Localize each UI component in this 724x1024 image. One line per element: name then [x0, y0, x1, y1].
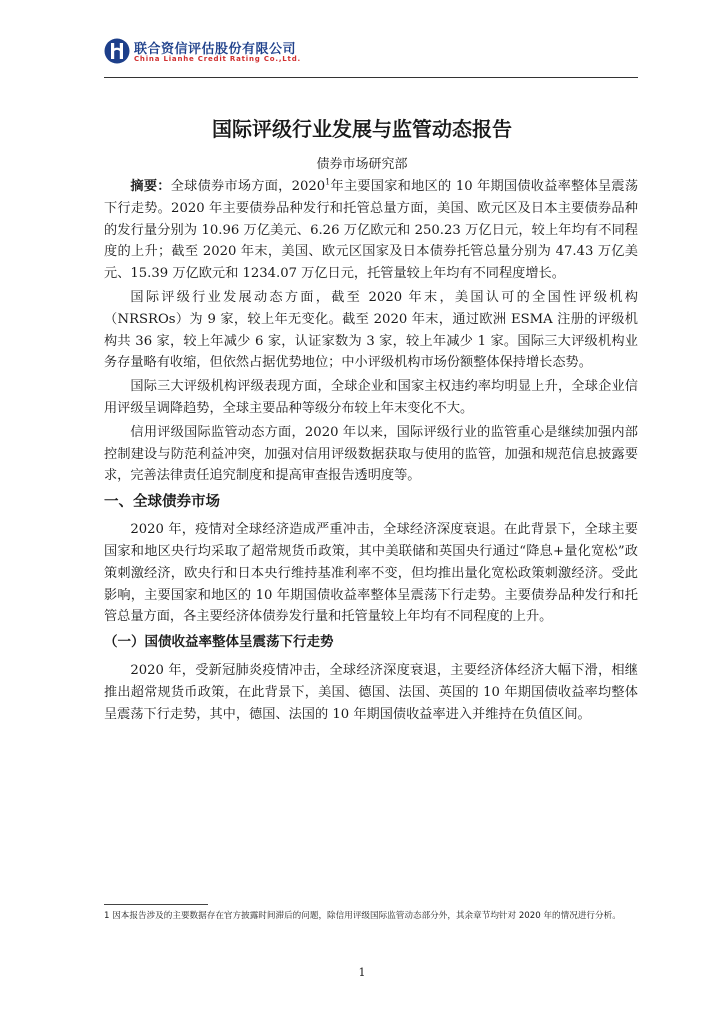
abstract-label: 摘要：: [130, 179, 171, 194]
abstract-text-1a: 全球债券市场方面，2020: [170, 179, 326, 194]
report-title: 国际评级行业发展与监管动态报告: [212, 117, 512, 141]
section-heading-1: 一、全球债券市场: [104, 494, 220, 511]
abstract-paragraph-4: 信用评级国际监管动态方面，2020 年以来，国际评级行业的监管重心是继续加强内部控制建设与防范利益冲突，加强对信用评级数据获取与使用的监管，加强和规范信息披露要求，完善法律责任追究制度和提高审查报告透明度等。: [104, 424, 638, 484]
company-name-en: China Lianhe Credit Rating Co.,Ltd.: [134, 55, 301, 63]
report-body: [104, 176, 638, 726]
page-header: [104, 36, 638, 80]
abstract-paragraph-1: [104, 176, 638, 285]
company-name-cn: 联合资信评估股份有限公司: [134, 42, 297, 57]
footnote: [104, 909, 638, 923]
header-divider: [104, 77, 638, 78]
department-name: 债券市场研究部: [316, 157, 408, 172]
page-number: 1: [358, 966, 366, 979]
footnote-divider: [104, 904, 208, 905]
lianhe-logo-icon: [104, 38, 130, 64]
footnote-text: 因本报告涉及的主要数据存在官方披露时间滞后的问题，除信用评级国际监管动态部分外，其余章节均针对 2020 年的情况进行分析。: [112, 911, 621, 921]
abstract-text-1b: 年主要国家和地区的 10 年期国债收益率整体呈震荡下行走势。2020 年主要债券品种发行和托管总量方面，美国、欧元区及日本主要债券品种的发行量分别为 10.96 万亿美元、6.26 万亿欧元和 250.23 万亿日元，较上年均有不同程度的上升；截至 2020 年末，美国、欧元区国家及日本债券托管总量分别为 47.43 万亿美元、15.39 万亿欧元和 1234.07 万亿日元，托管量较上年均有不同程度增长。: [104, 179, 639, 282]
subsection-heading-1: （一）国债收益率整体呈震荡下行走势: [104, 634, 334, 651]
abstract-paragraph-3: 国际三大评级机构评级表现方面，全球企业和国家主权违约率均明显上升，全球企业信用评级呈调降趋势，全球主要品种等级分布较上年末变化不大。: [104, 379, 638, 416]
subsection1-paragraph-1: 2020 年，受新冠肺炎疫情冲击，全球经济深度衰退，主要经济体经济大幅下滑，相继推出超常规货币政策，在此背景下，美国、德国、法国、英国的 10 年期国债收益率均整体呈震荡下行走势，其中，德国、法国的 10 年期国债收益率进入并维持在负值区间。: [104, 663, 638, 722]
abstract-paragraph-2: 国际评级行业发展动态方面，截至 2020 年末，美国认可的全国性评级机构（NRSROs）为 9 家，较上年无变化。截至 2020 年末，通过欧洲 ESMA 注册的评级机构共 36 家，较上年减少 6 家，认证家数为 3 家，较上年减少 1 家。国际三大评级机构业务存量略有收缩，但依然占据优势地位；中小评级机构市场份额整体保持增长态势。: [104, 289, 638, 371]
footnote-reference[interactable]: 1: [325, 177, 331, 187]
footnote-marker: 1: [104, 911, 110, 921]
section1-paragraph-1: 2020 年，疫情对全球经济造成严重冲击，全球经济深度衰退。在此背景下，全球主要国家和地区央行均采取了超常规货币政策，其中美联储和英国央行通过“降息+量化宽松”政策刺激经济，欧央行和日本央行维持基准利率不变，但均推出量化宽松政策刺激经济。受此影响，主要国家和地区的 10 年期国债收益率整体呈震荡下行走势。主要债券品种发行和托管总量方面，各主要经济体债券发行量和托管量较上年均有不同程度的上升。: [104, 522, 638, 625]
